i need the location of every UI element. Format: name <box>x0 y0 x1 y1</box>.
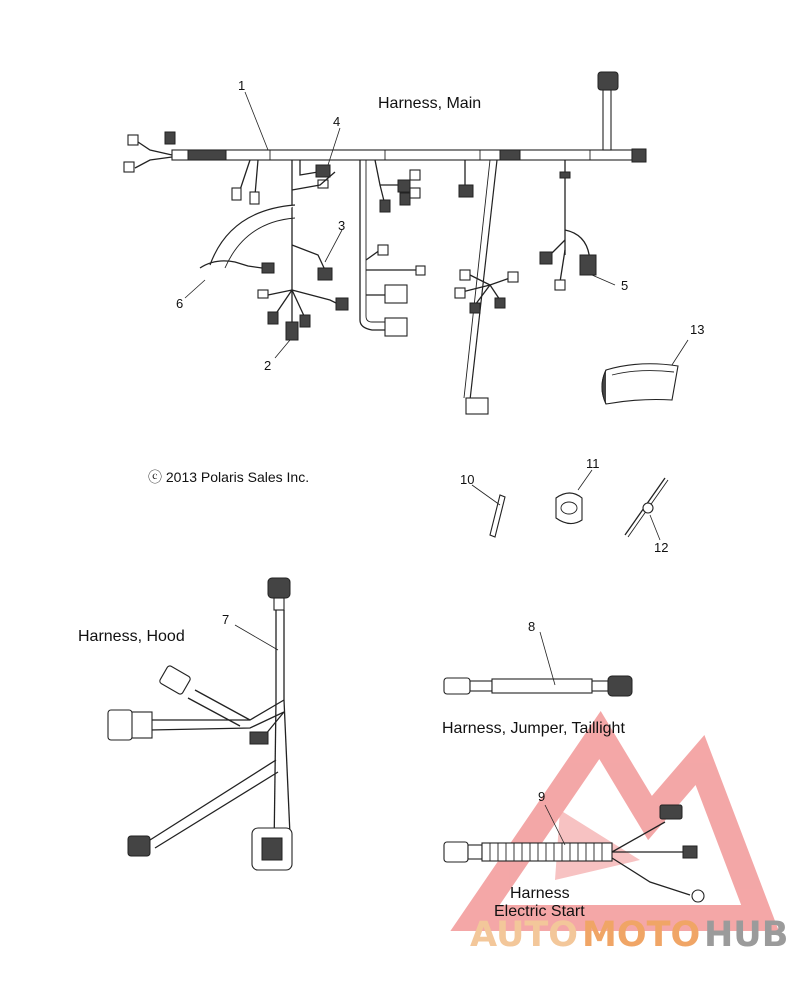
callout-leaders-main <box>185 92 688 368</box>
callout-9: 9 <box>538 789 546 804</box>
hood-top-connector <box>268 578 290 598</box>
jumper-harness <box>444 632 632 696</box>
watermark-hub: HUB <box>704 915 789 955</box>
callout-13: 13 <box>690 322 705 337</box>
main-harness-sleeve <box>188 150 226 160</box>
main-riser <box>603 90 611 150</box>
title-main-harness: Harness, Main <box>378 95 482 112</box>
callout-12: 12 <box>654 540 669 555</box>
main-right-connector <box>632 149 646 162</box>
title-electric-line1: Harness <box>510 885 570 902</box>
main-harness-trunk <box>172 150 632 160</box>
hood-lower-connector <box>128 836 150 856</box>
connector-4 <box>316 165 330 177</box>
connector-5 <box>580 255 596 275</box>
callout-6: 6 <box>176 296 184 311</box>
part-12-clamp <box>625 478 668 540</box>
long-branch <box>470 160 497 400</box>
callout-2: 2 <box>264 358 272 373</box>
callout-7: 7 <box>222 612 230 627</box>
copyright-text: ⓒ 2013 Polaris Sales Inc. <box>148 469 310 485</box>
watermark-text <box>470 915 788 955</box>
es-left-connector <box>444 842 468 862</box>
main-harness-sleeve-2 <box>500 150 520 160</box>
connector-block-2 <box>385 318 407 336</box>
title-jumper-harness: Harness, Jumper, Taillight <box>442 720 625 737</box>
watermark-auto: AUTO <box>470 915 579 955</box>
harness-branch-6 <box>210 205 295 265</box>
title-hood-harness: Harness, Hood <box>78 628 185 645</box>
hood-left-connector <box>108 710 132 740</box>
callout-11: 11 <box>586 456 600 471</box>
title-electric-line2: Electric Start <box>494 903 585 920</box>
main-top-connector <box>598 72 618 90</box>
jumper-right-connector <box>608 676 632 696</box>
callout-8: 8 <box>528 619 536 634</box>
jumper-left-connector <box>444 678 470 694</box>
main-harness <box>124 72 646 414</box>
part-11-clip <box>556 470 592 524</box>
connector-block-1 <box>385 285 407 303</box>
callout-3: 3 <box>338 218 346 233</box>
connector-2 <box>286 322 298 340</box>
part-13-boot <box>602 364 678 404</box>
hood-harness <box>108 578 292 870</box>
watermark-moto: MOTO <box>582 915 701 955</box>
callout-4: 4 <box>333 114 341 129</box>
callout-10: 10 <box>460 472 475 487</box>
part-10-cable-tie <box>472 485 505 537</box>
callout-5: 5 <box>621 278 629 293</box>
callout-1: 1 <box>238 78 246 93</box>
connector-3 <box>318 268 332 280</box>
es-corrugated-sleeve <box>482 843 612 861</box>
